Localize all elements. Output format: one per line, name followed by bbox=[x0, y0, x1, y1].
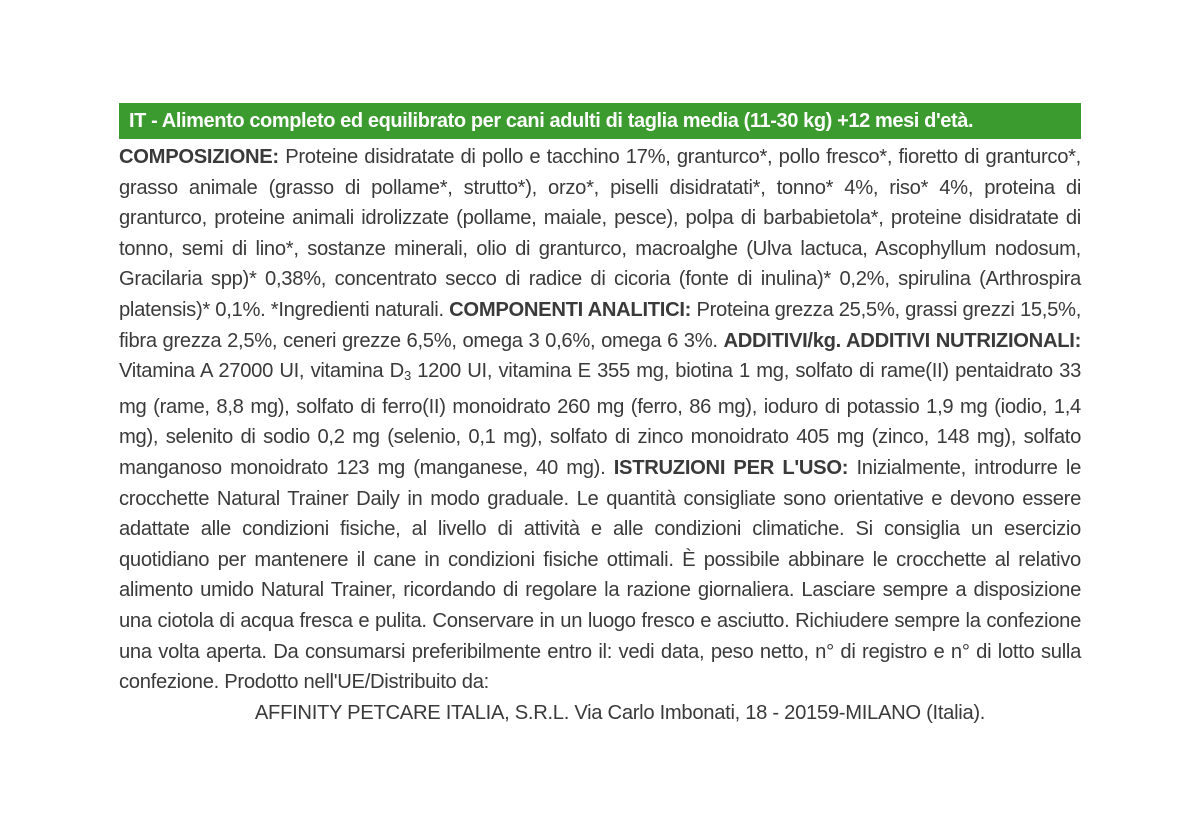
label-body bbox=[119, 142, 1081, 698]
product-label bbox=[119, 103, 1081, 728]
title-banner: IT - Alimento completo ed equilibrato per cani adulti di taglia media (11-30 kg) +12 mesi d'età. bbox=[119, 103, 1081, 139]
instructions-heading: ISTRUZIONI PER L'USO: bbox=[613, 456, 849, 479]
additives-text-a: Vitamina A 27000 UI, vitamina D bbox=[119, 360, 404, 383]
composition-text: Proteine disidratate di pollo e tacchino 17%, granturco*, pollo fresco*, fioretto di granturco*, grasso animale (grasso di pollame*, strutto*), orzo*, piselli disidratati*, tonno* 4%, riso* 4%, proteina di granturco, proteine animali idrolizzate (pollame, maiale, pesce), polpa di barbabietola*, proteine disidratate di tonno, semi di lino*, sostanze minerali, olio di granturco, macroalghe (Ulva lactuca, Ascophyllum nodosum, Gracilaria spp)* 0,38%, concentrato secco di radice di cicoria (fonte di inulina)* 0,2%, spirulina (Arthrospira platensis)* 0,1%. *Ingredienti naturali. bbox=[119, 146, 1081, 321]
analytics-heading: COMPONENTI ANALITICI: bbox=[449, 298, 692, 321]
additives-text-b: 1200 UI, vitamina E 355 mg, biotina 1 mg, solfato di rame(II) pentaidrato 33 mg (rame, 8,8 mg), solfato di ferro(II) monoidrato 260 mg (ferro, 86 mg), ioduro di potassio 1,9 mg (iodio, 1,4 mg), selenito di sodio 0,2 mg (selenio, 0,1 mg), solfato di zinco monoidrato 405 mg (zinco, 148 mg), solfato manganoso monoidrato 123 mg (manganese, 40 mg). bbox=[119, 360, 1081, 479]
additives-subscript: 3 bbox=[403, 368, 411, 384]
distributor-address: AFFINITY PETCARE ITALIA, S.R.L. Via Carlo Imbonati, 18 - 20159-MILANO (Italia). bbox=[254, 701, 986, 724]
additives-heading: ADDITIVI/kg. ADDITIVI NUTRIZIONALI: bbox=[723, 329, 1081, 352]
analytics-text: Proteina grezza 25,5%, grassi grezzi 15,5%, fibra grezza 2,5%, ceneri grezze 6,5%, omega 3 0,6%, omega 6 3%. bbox=[119, 298, 1082, 352]
composition-heading: COMPOSIZIONE: bbox=[119, 146, 279, 168]
instructions-text: Inizialmente, introdurre le crocchette Natural Trainer Daily in modo graduale. Le quantità consigliate sono orientative e devono essere adattate alle condizioni fisiche, al livello di attività e alle condizioni climatiche. Si consiglia un esercizio quotidiano per mantenere il cane in condizioni fisiche ottimali. È possibile abbinare le crocchette al relativo alimento umido Natural Trainer, ricordando di regolare la razione giornaliera. Lasciare sempre a disposizione una ciotola di acqua fresca e pulita. Conservare in un luogo fresco e asciutto. Richiudere sempre la confezione una volta aperta. Da consumarsi preferibilmente entro il: vedi data, peso netto, n° di registro e n° di lotto sulla confezione. Prodotto nell'UE/Distribuito da: bbox=[119, 456, 1082, 694]
